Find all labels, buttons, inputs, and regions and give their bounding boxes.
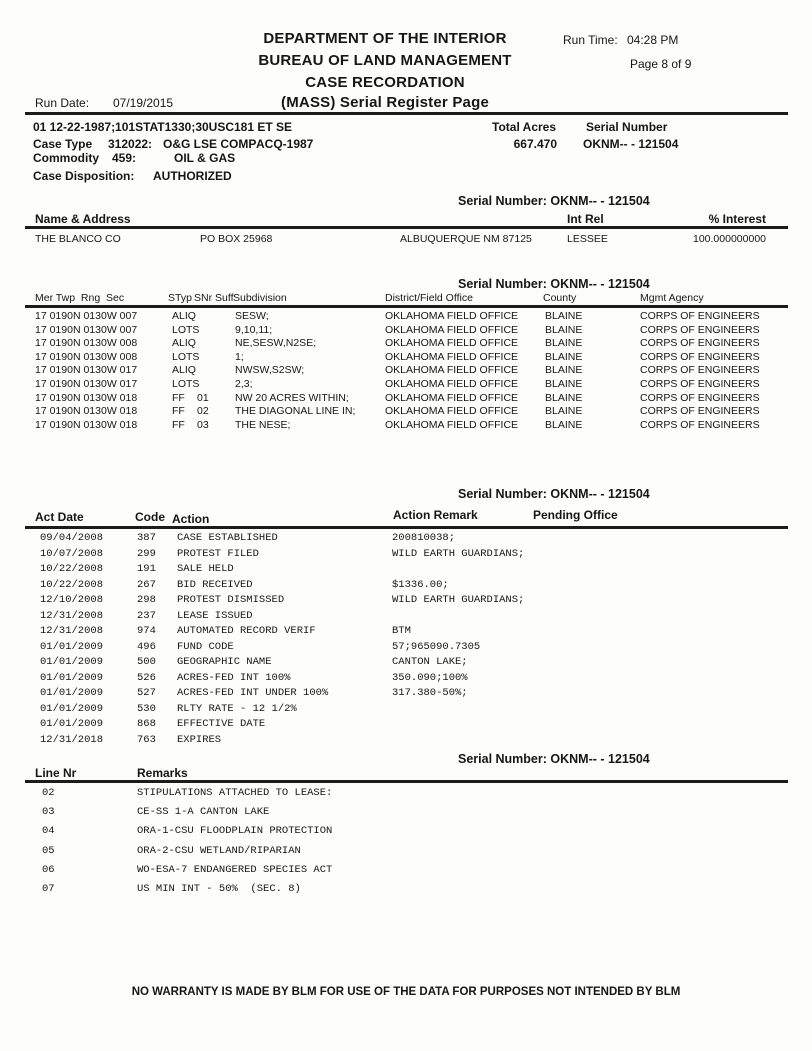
land-district-office: OKLAHOMA FIELD OFFICE (385, 364, 519, 377)
land-subdivision: 1; (235, 350, 244, 363)
land-styp: ALIQ (172, 364, 196, 377)
remark-row (0, 806, 812, 825)
action-code: 496 (137, 640, 156, 653)
action-row (0, 563, 812, 579)
land-styp: LOTS (172, 323, 200, 336)
customer-address: PO BOX 25968 (200, 233, 273, 245)
action-remark: WILD EARTH GUARDIANS; (392, 547, 525, 560)
action-remark: WILD EARTH GUARDIANS; (392, 594, 525, 606)
action-remark: CANTON LAKE; (392, 656, 468, 668)
int-rel-header: Int Rel (567, 212, 604, 226)
disposition-value: AUTHORIZED (153, 169, 232, 183)
action-remark: 350.090;100% (392, 671, 468, 684)
action-remark: 317.380-50%; (392, 687, 468, 699)
styp-header: STyp (168, 292, 192, 304)
land-subdivision: THE DIAGONAL LINE IN; (235, 405, 356, 418)
land-styp: ALIQ (172, 337, 196, 350)
run-date-label: Run Date: (35, 96, 90, 110)
land-mgmt-agency: CORPS OF ENGINEERS (640, 337, 760, 350)
land-row (0, 364, 812, 378)
snr-suff-header: SNr Suff (194, 292, 234, 304)
case-type-qualifier: ACQ-1987 (256, 137, 314, 151)
land-county: BLAINE (545, 391, 583, 404)
land-county: BLAINE (545, 310, 583, 322)
land-mgmt-agency: CORPS OF ENGINEERS (640, 418, 760, 431)
actions-table (0, 532, 812, 749)
remarks-header: Remarks (137, 766, 188, 780)
remark-row (0, 787, 812, 806)
land-subdivision: NW 20 ACRES WITHIN; (235, 391, 349, 404)
report-subtitle: (MASS) Serial Register Page (281, 94, 489, 111)
remark-line-nr: 04 (42, 825, 55, 838)
land-mgmt-agency: CORPS OF ENGINEERS (640, 377, 760, 390)
serial-heading-actions: Serial Number: OKNM-- - 121504 (458, 487, 650, 501)
district-field-office-header: District/Field Office (385, 292, 473, 304)
land-row (0, 337, 812, 351)
remark-row (0, 883, 812, 902)
land-district-office: OKLAHOMA FIELD OFFICE (385, 418, 519, 431)
action-row (0, 672, 812, 688)
commodity-label: Commodity (33, 151, 99, 165)
interest-header: % Interest (708, 212, 766, 226)
customer-row (0, 233, 812, 249)
action-date: 12/10/2008 (40, 594, 104, 606)
remark-row (0, 825, 812, 844)
action-row (0, 703, 812, 719)
customer-city: ALBUQUERQUE NM 87125 (400, 233, 532, 245)
total-acres-value: 667.470 (513, 137, 557, 151)
land-mgmt-agency: CORPS OF ENGINEERS (640, 323, 760, 336)
action-remark-header: Action Remark (393, 508, 478, 522)
action-date: 01/01/2009 (40, 702, 104, 715)
land-styp: FF (172, 418, 185, 431)
case-type-label: Case Type (33, 137, 93, 151)
action-date: 01/01/2009 (40, 656, 104, 668)
action-text: EXPIRES (177, 733, 222, 746)
remark-line-nr: 02 (42, 787, 55, 799)
action-text: BID RECEIVED (177, 578, 253, 591)
action-date: 12/31/2008 (40, 609, 104, 622)
customers-table (0, 233, 812, 249)
action-row (0, 548, 812, 564)
remark-row (0, 845, 812, 864)
action-remark: 57;965090.7305 (392, 640, 481, 653)
land-mgmt-agency: CORPS OF ENGINEERS (640, 310, 760, 322)
commodity-name: OIL & GAS (174, 151, 236, 165)
land-county: BLAINE (545, 405, 583, 418)
land-row (0, 405, 812, 419)
action-code: 763 (137, 733, 156, 746)
land-mer-twp-rng-sec: 17 0190N 0130W 017 (35, 377, 138, 390)
action-row (0, 641, 812, 657)
actions-divider (25, 526, 788, 529)
action-row (0, 594, 812, 610)
remark-text: ORA-1-CSU FLOODPLAIN PROTECTION (137, 825, 333, 838)
remark-text: WO-ESA-7 ENDANGERED SPECIES ACT (137, 863, 333, 876)
remark-text: STIPULATIONS ATTACHED TO LEASE: (137, 787, 333, 799)
action-text: ACRES-FED INT UNDER 100% (177, 687, 329, 699)
customers-divider (25, 226, 788, 229)
land-row (0, 324, 812, 338)
name-address-header: Name & Address (35, 212, 131, 226)
action-text: GEOGRAPHIC NAME (177, 656, 272, 668)
action-header: Action (172, 512, 210, 526)
action-code: 500 (137, 656, 156, 668)
lands-table (0, 310, 812, 432)
page-indicator: Page 8 of 9 (630, 57, 692, 71)
action-text: EFFECTIVE DATE (177, 718, 266, 730)
action-code: 191 (137, 563, 156, 575)
serial-heading-customers: Serial Number: OKNM-- - 121504 (458, 194, 650, 208)
land-mer-twp-rng-sec: 17 0190N 0130W 008 (35, 337, 138, 350)
action-code: 526 (137, 671, 156, 684)
land-subdivision: NWSW,S2SW; (235, 364, 305, 377)
land-mer-twp-rng-sec: 17 0190N 0130W 008 (35, 350, 138, 363)
customer-name: THE BLANCO CO (35, 233, 121, 245)
remark-text: CE-SS 1-A CANTON LAKE (137, 806, 270, 819)
land-mer-twp-rng-sec: 17 0190N 0130W 018 (35, 391, 138, 404)
action-code: 267 (137, 578, 156, 591)
land-county: BLAINE (545, 377, 583, 390)
land-district-office: OKLAHOMA FIELD OFFICE (385, 310, 519, 322)
action-code: 974 (137, 625, 156, 637)
land-styp: FF (172, 391, 185, 404)
action-code: 299 (137, 547, 156, 560)
action-row (0, 656, 812, 672)
action-date: 01/01/2009 (40, 718, 104, 730)
land-mgmt-agency: CORPS OF ENGINEERS (640, 364, 760, 377)
land-district-office: OKLAHOMA FIELD OFFICE (385, 391, 519, 404)
run-date-value: 07/19/2015 (113, 96, 174, 110)
action-date: 10/22/2008 (40, 563, 104, 575)
action-row (0, 579, 812, 595)
action-remark: BTM (392, 625, 411, 637)
remark-text: US MIN INT - 50% (SEC. 8) (137, 882, 301, 895)
land-mer-twp-rng-sec: 17 0190N 0130W 007 (35, 323, 138, 336)
action-code: 387 (137, 532, 156, 544)
code-header: Code (135, 510, 165, 524)
county-header: County (543, 292, 577, 304)
land-mgmt-agency: CORPS OF ENGINEERS (640, 391, 760, 404)
warranty-disclaimer: NO WARRANTY IS MADE BY BLM FOR USE OF THE DATA FOR PURPOSES NOT INTENDED BY BLM (131, 986, 681, 998)
remark-line-nr: 07 (42, 882, 55, 895)
case-authority-line: 01 12-22-1987;101STAT1330;30USC181 ET SE (33, 120, 293, 134)
action-row (0, 610, 812, 626)
run-time-value: 04:28 PM (627, 33, 679, 47)
land-mer-twp-rng-sec: 17 0190N 0130W 018 (35, 405, 138, 418)
land-district-office: OKLAHOMA FIELD OFFICE (385, 323, 519, 336)
action-text: PROTEST FILED (177, 547, 259, 560)
customer-interest: 100.000000000 (693, 233, 766, 245)
land-subdivision: SESW; (235, 310, 269, 322)
land-subdivision: THE NESE; (235, 418, 291, 431)
customer-int-rel: LESSEE (567, 233, 608, 245)
action-code: 298 (137, 594, 156, 606)
subdivision-header: Subdivision (233, 292, 287, 304)
action-text: LEASE ISSUED (177, 609, 253, 622)
land-snr-suff: 02 (197, 405, 209, 418)
land-row (0, 310, 812, 324)
remark-text: ORA-2-CSU WETLAND/RIPARIAN (137, 844, 301, 857)
commodity-code: 459: (112, 151, 137, 165)
remark-row (0, 864, 812, 883)
action-date: 01/01/2009 (40, 687, 104, 699)
action-date: 09/04/2008 (40, 532, 104, 544)
land-row (0, 351, 812, 365)
total-acres-label: Total Acres (492, 120, 557, 134)
serial-number-value: OKNM-- - 121504 (583, 137, 679, 151)
action-text: PROTEST DISMISSED (177, 594, 285, 606)
line-nr-header: Line Nr (35, 766, 77, 780)
land-district-office: OKLAHOMA FIELD OFFICE (385, 337, 519, 350)
mgmt-agency-header: Mgmt Agency (640, 292, 704, 304)
action-row (0, 734, 812, 750)
land-mgmt-agency: CORPS OF ENGINEERS (640, 350, 760, 363)
land-district-office: OKLAHOMA FIELD OFFICE (385, 405, 519, 418)
dept-title: DEPARTMENT OF THE INTERIOR (263, 30, 507, 47)
serial-heading-lands: Serial Number: OKNM-- - 121504 (458, 277, 650, 291)
land-styp: LOTS (172, 350, 200, 363)
action-text: CASE ESTABLISHED (177, 532, 278, 544)
land-styp: FF (172, 405, 185, 418)
land-district-office: OKLAHOMA FIELD OFFICE (385, 377, 519, 390)
serial-heading-remarks: Serial Number: OKNM-- - 121504 (458, 752, 650, 766)
action-code: 530 (137, 702, 156, 715)
action-date: 12/31/2018 (40, 733, 104, 746)
action-text: AUTOMATED RECORD VERIF (177, 625, 316, 637)
land-styp: LOTS (172, 377, 200, 390)
run-time-label: Run Time: (563, 33, 618, 47)
action-date: 12/31/2008 (40, 625, 104, 637)
land-county: BLAINE (545, 323, 583, 336)
land-county: BLAINE (545, 364, 583, 377)
land-row (0, 392, 812, 406)
land-subdivision: 9,10,11; (235, 323, 273, 336)
report-title: CASE RECORDATION (305, 74, 465, 91)
land-styp: ALIQ (172, 310, 196, 322)
action-code: 237 (137, 609, 156, 622)
action-date: 01/01/2009 (40, 640, 104, 653)
header-divider (25, 112, 788, 115)
serial-number-label: Serial Number (586, 120, 668, 134)
action-text: FUND CODE (177, 640, 234, 653)
case-type-name: O&G LSE COMP (163, 137, 257, 151)
bureau-title: BUREAU OF LAND MANAGEMENT (258, 52, 512, 69)
act-date-header: Act Date (35, 510, 84, 524)
land-mgmt-agency: CORPS OF ENGINEERS (640, 405, 760, 418)
land-subdivision: 2,3; (235, 377, 253, 390)
land-row (0, 378, 812, 392)
land-mer-twp-rng-sec: 17 0190N 0130W 018 (35, 418, 138, 431)
land-subdivision: NE,SESW,N2SE; (235, 337, 317, 350)
remark-line-nr: 03 (42, 806, 55, 819)
pending-office-header: Pending Office (533, 508, 618, 522)
remark-line-nr: 06 (42, 863, 55, 876)
land-row (0, 419, 812, 433)
land-county: BLAINE (545, 337, 583, 350)
action-remark: $1336.00; (392, 578, 449, 591)
action-code: 527 (137, 687, 156, 699)
land-mer-twp-rng-sec: 17 0190N 0130W 017 (35, 364, 138, 377)
remarks-table (0, 787, 812, 902)
land-county: BLAINE (545, 418, 583, 431)
action-row (0, 687, 812, 703)
action-code: 868 (137, 718, 156, 730)
lands-divider (25, 305, 788, 308)
action-text: RLTY RATE - 12 1/2% (177, 702, 297, 715)
action-date: 01/01/2009 (40, 671, 104, 684)
action-text: SALE HELD (177, 563, 234, 575)
action-date: 10/07/2008 (40, 547, 104, 560)
case-type-code: 312022: (108, 137, 153, 151)
action-date: 10/22/2008 (40, 578, 104, 591)
disposition-label: Case Disposition: (33, 169, 135, 183)
land-mer-twp-rng-sec: 17 0190N 0130W 007 (35, 310, 138, 322)
remarks-divider (25, 780, 788, 783)
land-county: BLAINE (545, 350, 583, 363)
action-remark: 200810038; (392, 532, 456, 544)
remark-line-nr: 05 (42, 844, 55, 857)
land-snr-suff: 01 (197, 391, 209, 404)
action-row (0, 718, 812, 734)
mer-twp-rng-sec-header: Mer Twp Rng Sec (35, 292, 125, 304)
land-snr-suff: 03 (197, 418, 209, 431)
action-text: ACRES-FED INT 100% (177, 671, 291, 684)
action-row (0, 532, 812, 548)
action-row (0, 625, 812, 641)
land-district-office: OKLAHOMA FIELD OFFICE (385, 350, 519, 363)
